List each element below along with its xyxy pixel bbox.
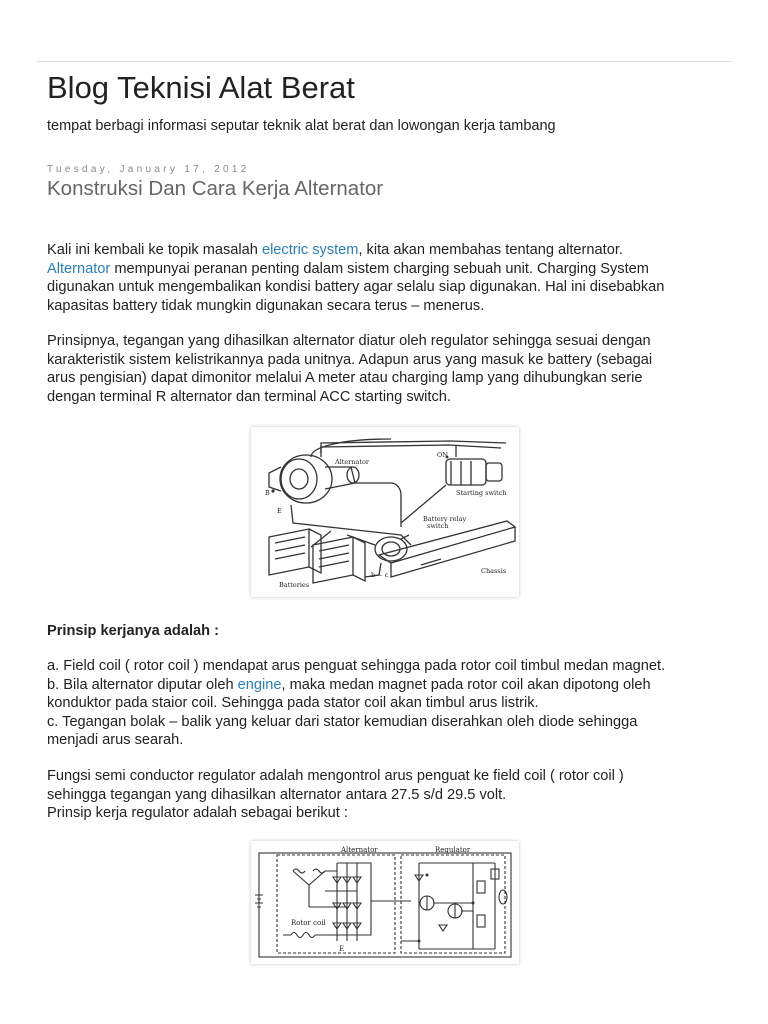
fig1-label-starting-switch: Starting switch — [456, 489, 507, 497]
fig1-label-alternator: Alternator — [335, 458, 370, 466]
regulator-paragraph — [47, 767, 727, 823]
fig1-label-e: E — [277, 507, 282, 515]
header-divider — [37, 61, 732, 62]
intro-text: mempunyai peranan penting dalam sistem charging sebuah unit. Charging System — [110, 260, 649, 277]
work-item-b: , maka medan magnet pada rotor coil akan dipotong oleh — [281, 676, 651, 693]
post-date: Tuesday, January 17, 2012 — [47, 164, 250, 175]
intro-text: kapasitas battery tidak mungkin digunakan secara terus – menerus. — [47, 297, 485, 314]
fig2-label-alternator: Alternator — [341, 846, 378, 854]
electric-system-link[interactable]: electric system — [261, 242, 359, 258]
fig2-label-rotor-coil: Rotor coil — [291, 919, 326, 927]
intro-paragraph — [47, 241, 727, 315]
work-item-a: a. Field coil ( rotor coil ) mendapat arus penguat sehingga pada rotor coil timbul medan magnet. — [47, 658, 666, 674]
regulator-circuit-diagram[interactable] — [251, 841, 519, 964]
principle-text: arus pengisian) dapat dimonitor melalui A meter atau charging lamp yang dihubungkan serie — [47, 370, 643, 387]
work-item-c: c. Tegangan bolak – balik yang keluar dari stator kemudian diserahkan oleh diode sehingga — [47, 713, 638, 730]
fig1-label-on: ON — [437, 451, 449, 459]
principle-text: karakteristik sistem kelistrikannya pada unitnya. Adapun arus yang masuk ke battery (sebagai — [47, 351, 653, 368]
fig1-label-switch: switch — [427, 522, 449, 530]
charging-system-svg — [251, 427, 519, 597]
regulator-circuit-svg — [251, 841, 519, 964]
fig2-label-regulator: Regulator — [435, 846, 471, 854]
work-item-b: b. Bila alternator diputar oleh — [47, 676, 238, 693]
alternator-link[interactable]: Alternator — [47, 260, 111, 277]
fig1-label-chassis: Chassis — [481, 567, 507, 575]
regulator-text: sehingga tegangan yang dihasilkan alternator antara 27.5 s/d 29.5 volt. — [47, 786, 507, 803]
engine-link[interactable]: engine — [237, 676, 282, 693]
intro-text: , kita akan membahas tentang alternator. — [358, 242, 623, 258]
blog-description: tempat berbagi informasi seputar teknik alat berat dan lowongan kerja tambang — [47, 118, 556, 134]
charging-system-diagram[interactable] — [251, 427, 519, 597]
work-heading: Prinsip kerjanya adalah : — [47, 623, 219, 639]
work-list — [47, 657, 727, 750]
post-title[interactable]: Konstruksi Dan Cara Kerja Alternator — [47, 177, 384, 200]
blog-title[interactable]: Blog Teknisi Alat Berat — [47, 70, 355, 105]
regulator-text: Prinsip kerja regulator adalah sebagai berikut : — [47, 805, 348, 822]
fig2-label-e: E — [339, 945, 345, 953]
fig1-label-battery-relay: Battery relay — [423, 515, 467, 523]
principle-text: Prinsipnya, tegangan yang dihasilkan alternator diatur oleh regulator sehingga sesuai dengan — [47, 333, 651, 349]
work-item-c: menjadi arus searah. — [47, 732, 184, 749]
intro-text: Kali ini kembali ke topik masalah — [47, 242, 262, 258]
fig1-label-b: B — [265, 489, 270, 497]
work-item-b: konduktor pada staior coil. Sehingga pada stator coil akan timbul arus listrik. — [47, 695, 539, 712]
fig1-label-bc: b ~ c — [371, 571, 389, 579]
principle-text: dengan terminal R alternator dan terminal ACC starting switch. — [47, 388, 451, 405]
principle-paragraph — [47, 332, 727, 406]
regulator-text: Fungsi semi conductor regulator adalah mengontrol arus penguat ke field coil ( rotor coil ) — [47, 768, 624, 784]
fig1-label-batteries: Batteries — [279, 581, 310, 589]
intro-text: digunakan untuk mengembalikan kondisi battery agar selalu siap digunakan. Hal ini disebabkan — [47, 279, 665, 296]
